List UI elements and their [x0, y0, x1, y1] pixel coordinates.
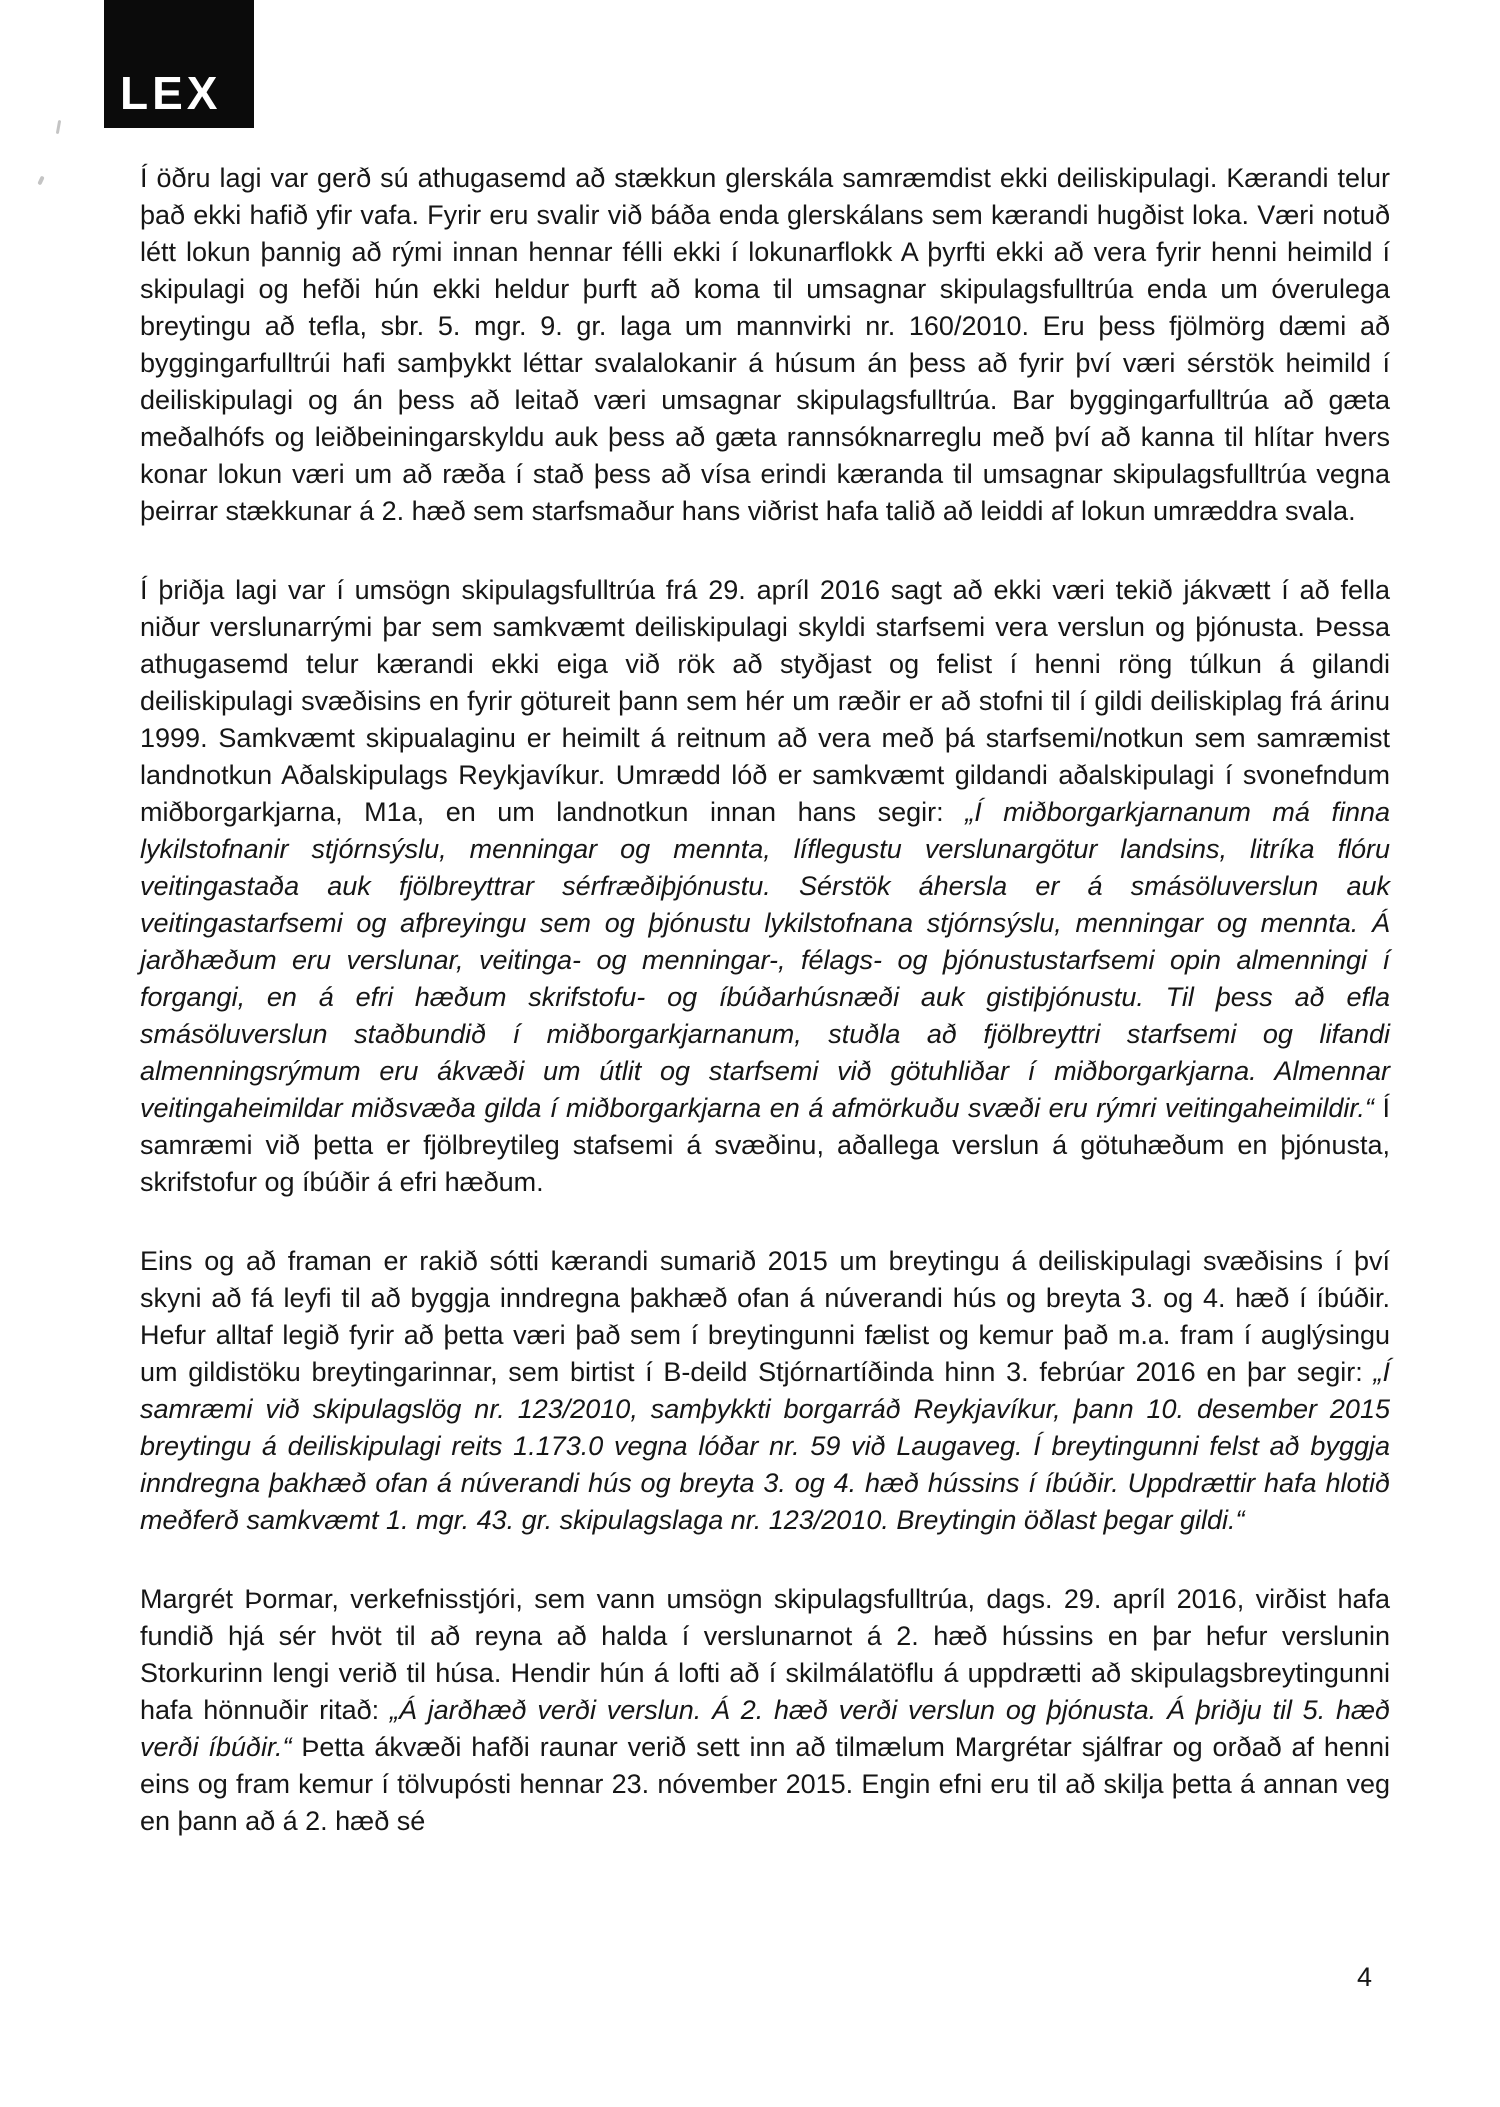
paragraph-3-quote: „Í samræmi við skipulagslög nr. 123/2010, samþykkti borgarráð Reykjavíkur, þann 10. desember 2015 breytingu á deiliskipulagi reits 1.173.0 vegna lóðar nr. 59 við Laugaveg. Í breytingunni felst að byggja inndregna þakhæð ofan á núverandi hús og breyta 3. og 4. hæð hússins í íbúðir. Uppdrættir hafa hlotið meðferð samkvæmt 1. mgr. 43. gr. skipulagslaga nr. 123/2010. Breytingin öðlast þegar gildi.“	[140, 1357, 1390, 1535]
scan-artifact	[37, 176, 44, 186]
page-number: 4	[1356, 1962, 1372, 1992]
paragraph-2	[140, 572, 1390, 1201]
paragraph-2-quote: „Í miðborgarkjarnanum má finna lykilstofnanir stjórnsýslu, menningar og mennta, líflegustu verslunargötur landsins, litríka flóru veitingastaða auk fjölbreyttrar sérfræðiþjónustu. Sérstök áhersla er á smásöluverslun auk veitingastarfsemi og afþreyingu sem og þjónustu lykilstofnana stjórnsýslu, menningar og mennta. Á jarðhæðum eru verslunar, veitinga- og menningar-, félags- og þjónustustarfsemi opin almenningi í forgangi, en á efri hæðum skrifstofu- og íbúðarhúsnæði auk gistiþjónustu. Til þess að efla smásöluverslun staðbundið í miðborgarkjarnanum, stuðla að fjölbreyttri starfsemi og lifandi almenningsrýmum eru ákvæði um útlit og starfsemi við götuhliðar í miðborgarkjarna. Almennar veitingaheimildar miðsvæða gilda í miðborgarkjarna en á afmörkuðu svæði eru rýmri veitingaheimildir.“	[140, 797, 1390, 1123]
paragraph-1	[140, 160, 1390, 530]
lex-logo	[104, 0, 254, 128]
paragraph-3-text-1: Eins og að framan er rakið sótti kærandi sumarið 2015 um breytingu á deiliskipulagi svæðisins í því skyni að fá leyfi til að byggja inndregna þakhæð ofan á núverandi hús og breyta 3. og 4. hæð í íbúðir. Hefur alltaf legið fyrir að þetta væri það sem í breytingunni fælist og kemur það m.a. fram í auglýsingu um gildistöku breytingarinnar, sem birtist í B-deild Stjórnartíðinda hinn 3. febrúar 2016 en þar segir:	[140, 1246, 1390, 1387]
scan-artifact	[56, 120, 61, 134]
paragraph-4-text-1: Margrét Þormar, verkefnisstjóri, sem vann umsögn skipulagsfulltrúa, dags. 29. apríl 2016, virðist hafa fundið hjá sér hvöt til að reyna að halda í verslunarnot á 2. hæð hússins en þar hefur verslunin Storkurinn lengi verið til húsa. Hendir hún á lofti að í skilmálatöflu á uppdrætti að skipulagsbreytingunni hafa hönnuðir ritað:	[140, 1584, 1390, 1725]
paragraph-2-text-2: Í samræmi við þetta er fjölbreytileg stafsemi á svæðinu, aðallega verslun á götuhæðum en þjónusta, skrifstofur og íbúðir á efri hæðum.	[140, 1093, 1390, 1197]
lex-logo-text: LEX	[120, 67, 222, 119]
paragraph-4	[140, 1581, 1390, 1840]
paragraph-2-text-1: Í þriðja lagi var í umsögn skipulagsfulltrúa frá 29. apríl 2016 sagt að ekki væri tekið jákvætt í að fella niður verslunarrými þar sem samkvæmt deiliskipulagi skyldi starfsemi vera verslun og þjónusta. Þessa athugasemd telur kærandi ekki eiga við rök að styðjast og felist í henni röng túlkun á gilandi deiliskipulagi svæðisins en fyrir götureit þann sem hér um ræðir er að stofni til í gildi deiliskiplag frá árinu 1999. Samkvæmt skipualaginu er heimilt á reitnum að vera með þá starfsemi/notkun sem samræmist landnotkun Aðalskipulags Reykjavíkur. Umrædd lóð er samkvæmt gildandi aðalskipulagi í svonefndum miðborgarkjarna, M1a, en um landnotkun innan hans segir:	[140, 575, 1390, 827]
document-body	[140, 160, 1390, 1882]
paragraph-4-text-2: Þetta ákvæði hafði raunar verið sett inn að tilmælum Margrétar sjálfrar og orðað af henni eins og fram kemur í tölvupósti hennar 23. nóvember 2015. Engin efni eru til að skilja þetta á annan veg en þann að á 2. hæð sé	[140, 1732, 1390, 1836]
paragraph-1-text: Í öðru lagi var gerð sú athugasemd að stækkun glerskála samræmdist ekki deiliskipulagi. Kærandi telur það ekki hafið yfir vafa. Fyrir eru svalir við báða enda glerskálans sem kærandi hugðist loka. Væri notuð létt lokun þannig að rými innan hennar félli ekki í lokunarflokk A þyrfti ekki að vera fyrir henni heimild í skipulagi og hefði hún ekki heldur þurft að koma til umsagnar skipulagsfulltrúa enda um óverulega breytingu að tefla, sbr. 5. mgr. 9. gr. laga um mannvirki nr. 160/2010. Eru þess fjölmörg dæmi að byggingarfulltrúi hafi samþykkt léttar svalalokanir á húsum án þess að fyrir því væri sérstök heimild í deiliskipulagi og án þess að leitað væri umsagnar skipulagsfulltrúa. Bar byggingarfulltrúa að gæta meðalhófs og leiðbeiningarskyldu auk þess að gæta rannsóknarreglu með því að kanna til hlítar hvers konar lokun væri um að ræða í stað þess að vísa erindi kæranda til umsagnar skipulagsfulltrúa vegna þeirrar stækkunar á 2. hæð sem starfsmaður hans viðrist hafa talið að leiddi af lokun umræddra svala.	[140, 163, 1390, 526]
paragraph-4-quote: „Á jarðhæð verði verslun. Á 2. hæð verði verslun og þjónusta. Á þriðju til 5. hæð verði íbúðir.“	[140, 1695, 1390, 1762]
paragraph-3	[140, 1243, 1390, 1539]
